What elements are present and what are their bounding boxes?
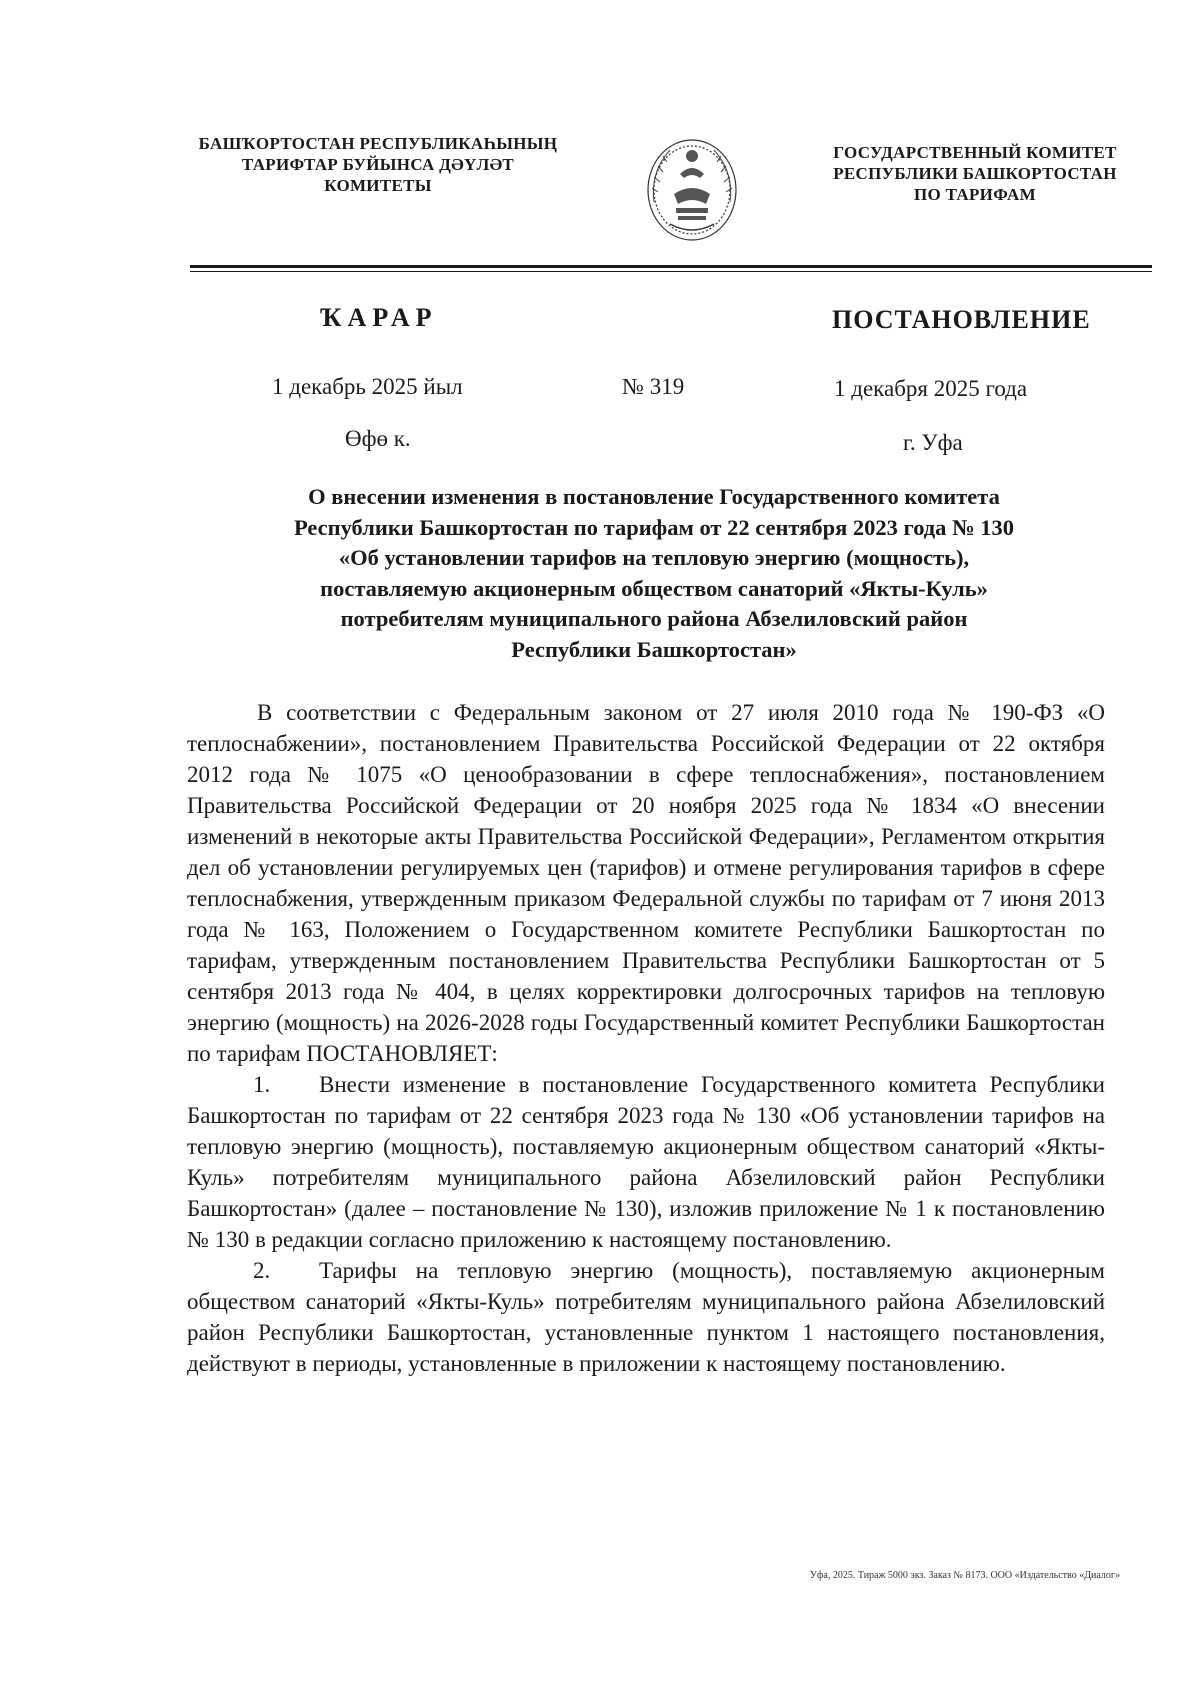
city-bashkir: Өфө к.: [345, 426, 411, 451]
city-russian: г. Уфа: [903, 430, 963, 455]
agency-name-russian-line: РЕСПУБЛИКИ БАШКОРТОСТАН: [833, 164, 1117, 183]
agency-name-bashkir: [178, 133, 578, 196]
title-line: Республики Башкортостан по тарифам от 22 сентября 2023 года № 130: [293, 514, 1015, 540]
title-line: потребителям муниципального района Абзелиловский район: [340, 606, 968, 631]
title-line: О внесении изменения в постановление Государственного комитета: [308, 484, 1000, 509]
title-line: поставляемую акционерным обществом санаторий «Якты-Куль»: [320, 575, 988, 601]
agency-name-bashkir-line: ТАРИФТАР БУЙЫНСА ДӘҮЛӘТ: [241, 155, 515, 174]
agency-name-russian: [810, 142, 1140, 205]
item-number: 2.: [253, 1258, 271, 1283]
print-imprint: Уфа, 2025. Тираж 5000 экз. Заказ № 8173. ООО «Издательство «Диалог»: [809, 1570, 1120, 1581]
item-text: Внести изменение в постановление Государственного комитета Республики Башкортостан по тарифам от 22 сентября 2023 года № 130 «Об установлении тарифов на тепловую энергию (мощность), поставляемую акционерным обществом санаторий «Якты-Куль» потребителям муниципального района Абзелиловский район Республики Башкортостан» (далее – постановление № 130), изложив приложение № 1 к постановлению № 130 в редакции согласно приложению к настоящему постановлению.: [187, 1072, 1105, 1252]
document-title: [190, 482, 1118, 665]
title-line: «Об установлении тарифов на тепловую энергию (мощность),: [338, 545, 970, 570]
document-number: № 319: [622, 374, 685, 399]
doc-type-russian: ПОСТАНОВЛЕНИЕ: [832, 305, 1091, 334]
header-divider-thin: [190, 271, 1152, 272]
date-russian: 1 декабря 2025 года: [834, 376, 1028, 401]
agency-name-bashkir-line: КОМИТЕТЫ: [324, 176, 432, 195]
item-number: 1.: [253, 1072, 271, 1097]
coat-of-arms-icon: [640, 132, 744, 244]
resolution-item: [187, 1255, 1105, 1379]
item-text: Тарифы на тепловую энергию (мощность), поставляемую акционерным обществом санаторий «Якты-Куль» потребителям муниципального района Абзелиловский район Республики Башкортостан, установленные пунктом 1 настоящего постановления, действуют в периоды, установленные в приложении к настоящему постановлению.: [187, 1258, 1105, 1376]
title-line: Республики Башкортостан»: [511, 636, 797, 662]
agency-name-russian-line: ПО ТАРИФАМ: [914, 185, 1036, 204]
date-bashkir: 1 декабрь 2025 йыл: [272, 374, 463, 399]
resolution-item: [187, 1069, 1105, 1255]
agency-name-bashkir-line: БАШҠОРТОСТАН РЕСПУБЛИКАҺЫНЫҢ: [198, 134, 558, 153]
agency-name-russian-line: ГОСУДАРСТВЕННЫЙ КОМИТЕТ: [833, 143, 1117, 162]
preamble-paragraph: В соответствии с Федеральным законом от 27 июля 2010 года № 190-ФЗ «О теплоснабжении», постановлением Правительства Российской Федерации от 22 октября 2012 года № 1075 «О ценообразовании в сфере теплоснабжения», постановлением Правительства Российской Федерации от 20 ноября 2025 года № 1834 «О внесении изменений в некоторые акты Правительства Российской Федерации», Регламентом открытия дел об установлении регулируемых цен (тарифов) и отмене регулирования тарифов в сфере теплоснабжения, утвержденным приказом Федеральной службы по тарифам от 7 июня 2013 года № 163, Положением о Государственном комитете Республики Башкортостан по тарифам, утвержденным постановлением Правительства Республики Башкортостан от 5 сентября 2013 года № 404, в целях корректировки долгосрочных тарифов на тепловую энергию (мощность) на 2026-2028 годы Государственный комитет Республики Башкортостан по тарифам ПОСТАНОВЛЯЕТ:: [187, 700, 1105, 1066]
document-body: [187, 697, 1105, 1379]
header-divider: [190, 265, 1152, 268]
doc-type-bashkir: ҠАРАР: [320, 303, 438, 332]
